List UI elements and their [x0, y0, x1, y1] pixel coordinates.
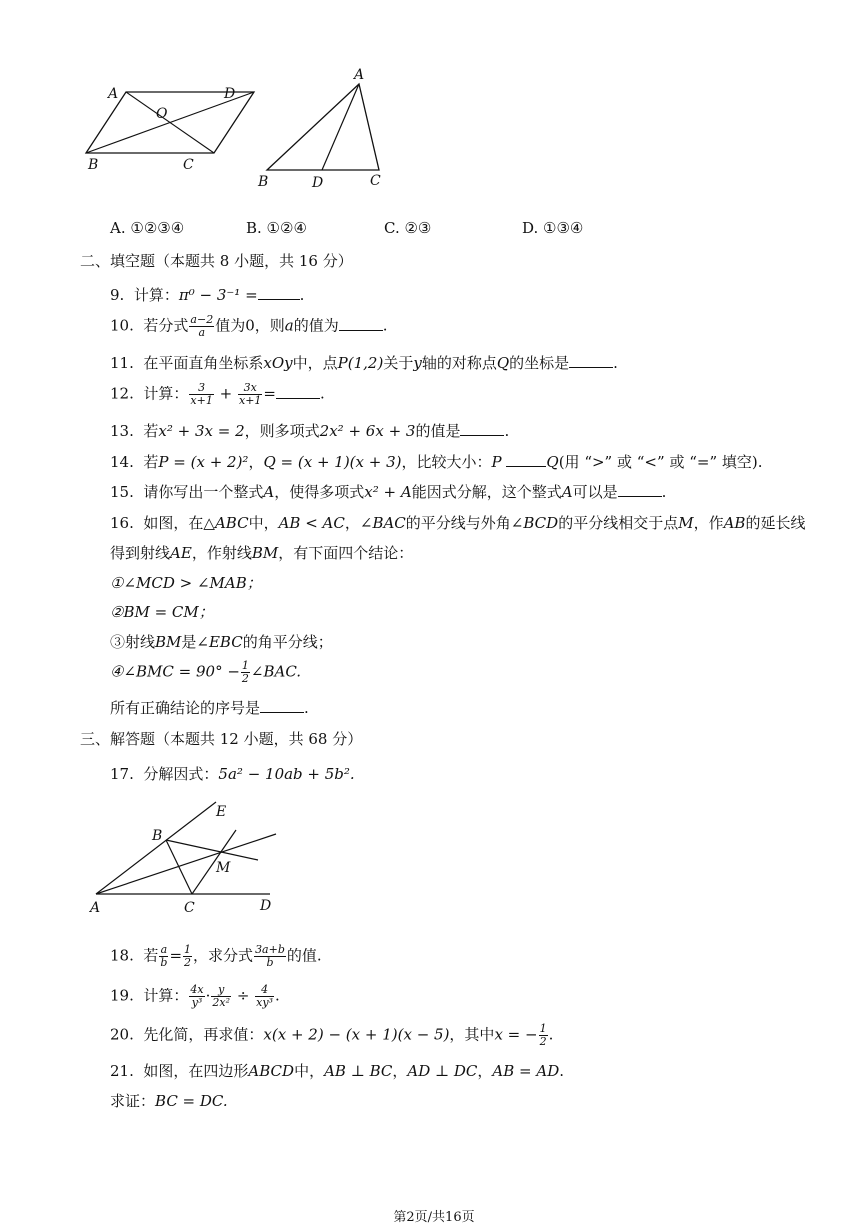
- label-d: D: [260, 898, 272, 914]
- question-17: 17. 分解因式：5a² − 10ab + 5b².: [110, 765, 355, 783]
- ray-bm: [166, 840, 258, 860]
- label-e: E: [216, 804, 227, 820]
- question-12: 12. 计算： $\frac{3}{x+1}$ + $\frac{3x}{x+1}$ = .: [110, 381, 325, 407]
- option-d: D. ①③④: [522, 219, 584, 237]
- option-c: C. ②③: [384, 219, 432, 237]
- label-c: C: [183, 157, 194, 173]
- question-19: 19. 计算： $\frac{4x}{\text{y³}}$ · $\frac{y}{\text{2x²}}$ ÷ $\frac{4}{\text{xy³}}$ .: [110, 983, 280, 1009]
- option-a: A. ①②③④: [110, 219, 185, 237]
- label-c: C: [184, 900, 195, 916]
- question-16-conclusion-4: ④∠BMC = 90° − $\frac{1}{2}$ ∠BAC.: [110, 659, 302, 685]
- label-a: A: [90, 900, 101, 916]
- triangle-shape: [267, 84, 379, 170]
- ray-ae: [96, 802, 216, 894]
- question-16-conclusion-2: ②BM = CM；: [110, 603, 214, 621]
- label-a: A: [354, 67, 365, 83]
- triangle-figure: [255, 66, 395, 192]
- question-15: 15. 请你写出一个整式A，使得多项式x² + A能因式分解，这个整式A可以是 .: [110, 483, 667, 501]
- label-d: D: [312, 175, 324, 191]
- question-16-conclusion-3: ③射线BM是∠EBC的角平分线；: [110, 633, 333, 651]
- bisector-figure: [86, 796, 286, 920]
- segment-ad: [322, 84, 359, 170]
- label-d: D: [224, 86, 236, 102]
- question-11: 11. 在平面直角坐标系xOy中，点P(1,2)关于y轴的对称点Q的坐标是 .: [110, 354, 618, 372]
- label-a: A: [108, 86, 119, 102]
- question-14: 14. 若P = (x + 2)²，Q = (x + 1)(x + 3)，比较大小：P Q(用 “>” 或 “<” 或 “=” 填空).: [110, 453, 763, 471]
- question-16-conclusion-1: ①∠MCD > ∠MAB；: [110, 574, 262, 592]
- label-b: B: [152, 828, 163, 844]
- page-footer: 第2页/共16页: [393, 1210, 475, 1225]
- label-o: O: [156, 106, 168, 122]
- question-16-line-1: 16. 如图，在△ABC中，AB < AC，∠BAC的平分线与外角∠BCD的平分线相交于点M，作AB的延长线: [110, 514, 806, 532]
- ray-am: [96, 834, 276, 894]
- section-2-heading: 二、填空题（本题共 8 小题，共 16 分）: [80, 252, 353, 270]
- question-18: 18. 若 $\frac{a}{b}$ = $\frac{1}{2}$ ，求分式 $\frac{3a+b}{b}$ 的值.: [110, 943, 322, 969]
- question-13: 13. 若x² + 3x = 2，则多项式2x² + 6x + 3的值是 .: [110, 422, 510, 440]
- question-16-line-2: 得到射线AE，作射线BM，有下面四个结论：: [110, 544, 414, 562]
- label-m: M: [216, 860, 231, 876]
- question-16-ask: 所有正确结论的序号是 .: [110, 699, 309, 717]
- question-21-prove: 求证：BC = DC.: [110, 1092, 228, 1110]
- question-10: 10. 若分式 $\frac{a-2}{a}$ 值为0，则a的值为 .: [110, 313, 388, 339]
- label-c: C: [370, 173, 381, 189]
- question-20: 20. 先化简，再求值：x(x + 2) − (x + 1)(x − 5)，其中x = − $\frac{1}{2}$ .: [110, 1022, 554, 1048]
- label-b: B: [88, 157, 99, 173]
- label-b: B: [258, 174, 269, 190]
- parallelogram-figure: [80, 78, 260, 178]
- segment-bc: [166, 840, 192, 894]
- section-3-heading: 三、解答题（本题共 12 小题，共 68 分）: [80, 730, 363, 748]
- question-9: 9. 计算：π⁰ − 3⁻¹ = .: [110, 286, 305, 304]
- question-21: 21. 如图，在四边形ABCD中，AB ⊥ BC，AD ⊥ DC，AB = AD.: [110, 1062, 565, 1080]
- option-b: B. ①②④: [246, 219, 307, 237]
